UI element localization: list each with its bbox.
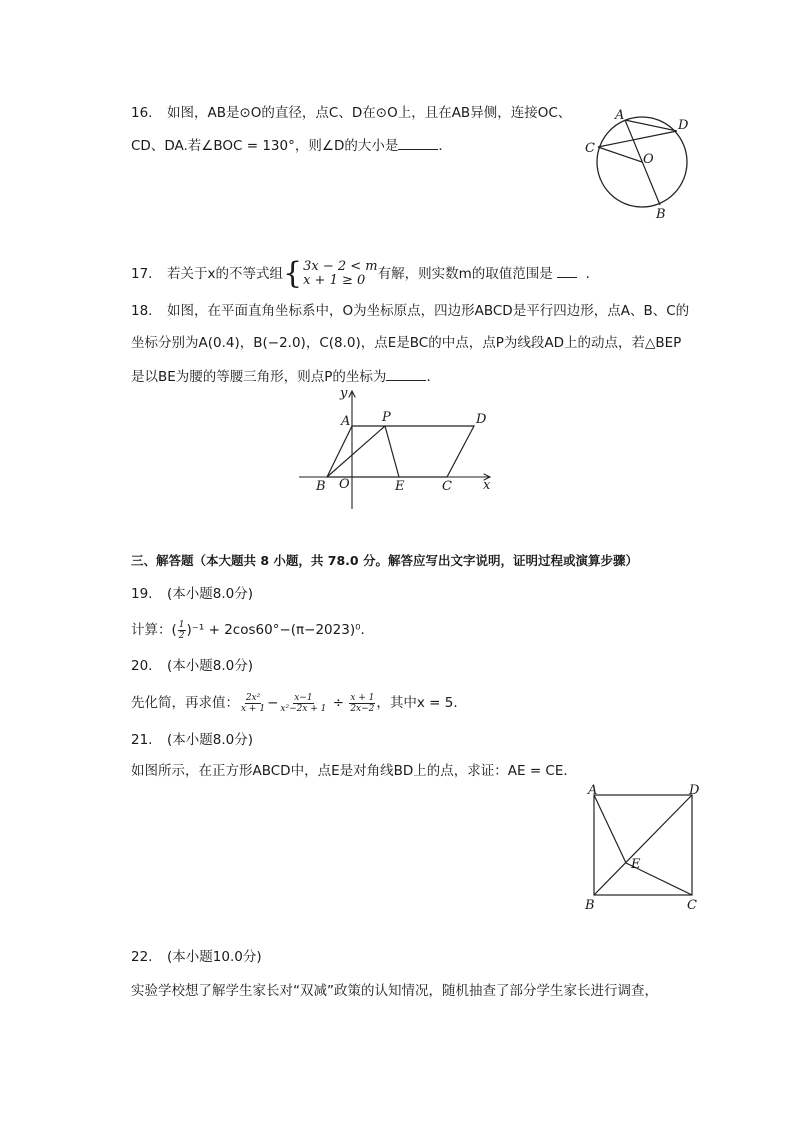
q17-inequality-system: { 3x − 2 < m x + 1 ≥ 0 (283, 256, 378, 291)
segment-ae (594, 795, 626, 863)
q18-line2 (131, 334, 681, 352)
q19-score: (本小题8.0分) (167, 586, 254, 602)
q22-score: (本小题10.0分) (167, 949, 262, 965)
q17-number: 17. (131, 266, 153, 282)
q20-op-minus: − (267, 695, 279, 711)
q20-prefix: 先化简，再求值： (131, 695, 239, 711)
q17-prefix: 若关于x的不等式组 (167, 266, 283, 282)
q17-suffix: 有解，则实数m的取值范围是 (377, 266, 553, 282)
q16-period: ． (438, 138, 452, 154)
q18-period: ． (426, 369, 440, 385)
q20-problem (131, 690, 467, 716)
q19-fraction: $\frac{1}{2}$ (178, 619, 185, 641)
q16-answer-blank[interactable] (398, 135, 438, 150)
q20-op-divide: ÷ (332, 695, 345, 711)
label-a: A (341, 414, 351, 429)
q20-fraction-2: $\frac{x-1}{\text{x²−2x + 1}}$ (280, 692, 327, 714)
q20-suffix: ，其中x = 5． (376, 695, 467, 711)
label-y: y (340, 386, 348, 401)
label-d: D (476, 412, 487, 427)
segment-oc (598, 147, 642, 162)
q17-line (131, 256, 600, 291)
label-x: x (483, 478, 491, 493)
q18-line1 (131, 302, 689, 320)
label-c: C (442, 479, 452, 494)
q18-text-1: 如图，在平面直角坐标系中，O为坐标原点，四边形ABCD是平行四边形，点A、B、C的 (167, 303, 690, 319)
q20-fraction-3: $\frac{x + 1}{2x-2}$ (350, 692, 375, 714)
parallelogram-abcd (327, 426, 474, 477)
label-b: B (316, 479, 326, 494)
q18-coordinate-figure (295, 383, 500, 513)
q22-problem: 实验学校想了解学生家长对“双减”政策的认知情况，随机抽查了部分学生家长进行调查， (131, 983, 658, 999)
q16-text-1: 如图，AB是⊙O的直径，点C、D在⊙O上，且在AB异侧，连接OC、 (167, 105, 572, 121)
q17-row1: 3x − 2 < m (303, 259, 378, 274)
label-o: O (643, 152, 654, 167)
segment-cd (598, 131, 677, 147)
label-c: C (585, 141, 595, 156)
q21-number: 21. (131, 732, 153, 748)
label-a: A (588, 783, 598, 798)
q18-answer-blank[interactable] (386, 366, 426, 381)
q17-row2: x + 1 ≥ 0 (303, 273, 366, 288)
diagonal-bd (594, 795, 692, 895)
segment-pe (385, 426, 399, 477)
q21-square-figure (580, 782, 705, 914)
q19-number: 19. (131, 586, 153, 602)
label-e: E (631, 857, 641, 872)
q20-score: (本小题8.0分) (167, 658, 254, 674)
q20-number: 20. (131, 658, 153, 674)
label-e: E (395, 479, 405, 494)
q19-prefix: 计算：( (131, 622, 177, 638)
segment-bp (327, 426, 385, 477)
label-p: P (382, 410, 391, 425)
q17-answer-blank[interactable] (557, 263, 577, 278)
q19-rest: )⁻¹ + 2cos60°−(π−2023)⁰． (186, 622, 374, 638)
label-d: D (689, 783, 700, 798)
section-3-title: 三、解答题（本大题共 8 小题，共 78.0 分。解答应写出文字说明，证明过程或演算步骤） (131, 553, 638, 568)
q20-header (131, 657, 253, 675)
q16-text-2: CD、DA.若∠BOC = 130°，则∠D的大小是 (131, 138, 399, 154)
q16-line2 (131, 135, 452, 155)
q22-header (131, 948, 262, 966)
label-o: O (339, 477, 350, 492)
q21-problem: 如图所示，在正方形ABCD中，点E是对角线BD上的点，求证：AE = CE． (131, 763, 577, 779)
q21-score: (本小题8.0分) (167, 732, 254, 748)
q22-number: 22. (131, 949, 153, 965)
q16-number: 16. (131, 105, 153, 121)
label-a: A (615, 108, 625, 123)
q17-end: ． (585, 266, 600, 282)
q18-text-2: 坐标分别为A(0.4)，B(−2.0)，C(8.0)，点E是BC的中点，点P为线段AD上的动点，若△BEP (131, 335, 682, 351)
q16-line1 (131, 104, 571, 122)
q20-fraction-1: $\frac{\text{2x²}}{x + 1}$ (241, 692, 266, 714)
label-b: B (656, 207, 666, 222)
label-c: C (687, 898, 697, 913)
label-b: B (585, 898, 595, 913)
q19-header (131, 585, 253, 603)
q16-circle-figure (580, 104, 690, 226)
label-d: D (678, 118, 689, 133)
q21-header (131, 731, 253, 749)
q18-text-3: 是以BE为腰的等腰三角形，则点P的坐标为 (131, 369, 387, 385)
q18-number: 18. (131, 303, 153, 319)
q19-problem (131, 619, 374, 641)
